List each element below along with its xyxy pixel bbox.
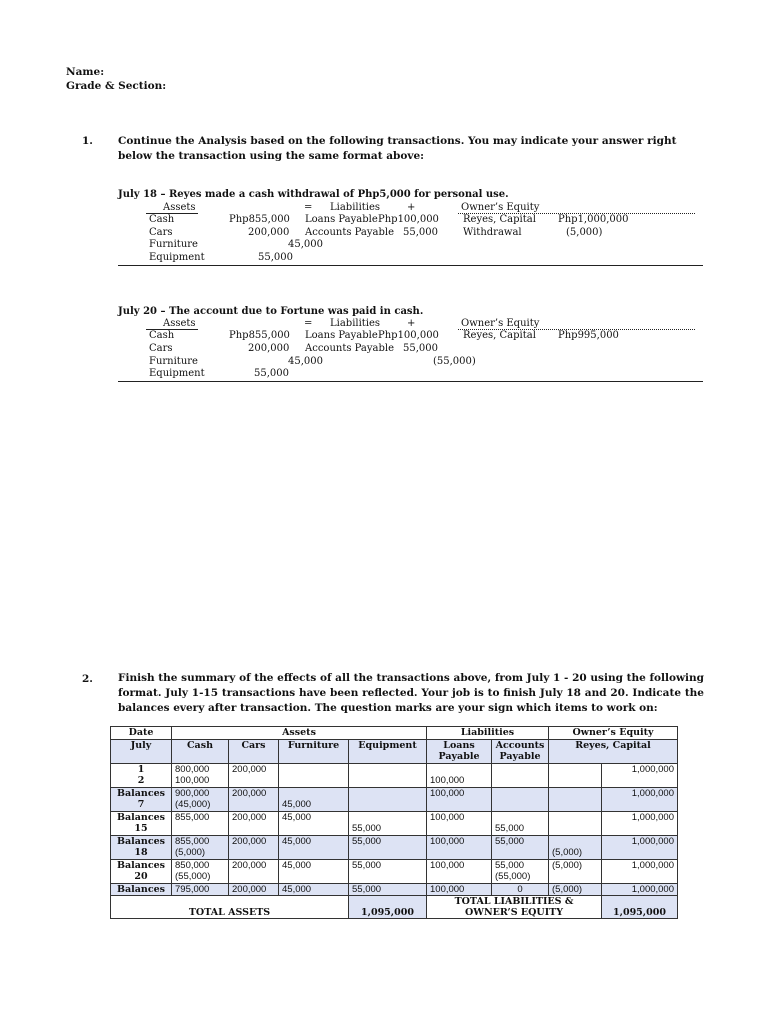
tx20-cars-value: 200,000 [248,343,290,354]
cell-furniture: 45,000 [279,883,349,896]
table-row [111,883,678,896]
tx20-cash-label: Cash [149,330,175,341]
cell-cash: 900,000 (45,000) [172,787,229,811]
tx18-cars-value: 200,000 [248,227,290,238]
th-date: Date [111,727,172,740]
cell-equipment: 55,000 [349,811,427,835]
th-reyes-capital: Reyes, Capital [549,739,678,763]
cell-equipment [349,787,427,811]
cell-equipment: 55,000 [349,859,427,883]
th-cash: Cash [172,739,229,763]
cell-furniture: 45,000 [279,787,349,811]
cell-loans: 100,000 [427,763,492,787]
tx18-withdrawal-value: (5,000) [566,227,603,238]
tx20-furniture-value: 45,000 [288,356,323,367]
cell-withdrawal [549,787,602,811]
tx18-loans-value: Php100,000 [378,214,439,225]
cell-withdrawal [549,763,602,787]
tx18-liabilities-label: Liabilities [330,202,381,213]
table-row [111,763,678,787]
cell-ap: 0 [492,883,549,896]
cell-capital: 1,000,000 [602,811,678,835]
cell-capital: 1,000,000 [602,787,678,811]
table-row [111,859,678,883]
table-row [111,787,678,811]
cell-loans: 100,000 [427,835,492,859]
cell-cash: 855,000 (5,000) [172,835,229,859]
cell-furniture: 45,000 [279,811,349,835]
tx18-assets-label: Assets [163,202,196,213]
tx20-plus: + [407,318,416,329]
tx20-cars-label: Cars [149,343,173,354]
th-owners-equity: Owner’s Equity [549,727,678,740]
cell-date: Balances 7 [111,787,172,811]
tx20-assets-label: Assets [163,318,196,329]
th-cars: Cars [229,739,279,763]
cell-furniture: 45,000 [279,859,349,883]
cell-capital: 1,000,000 [602,883,678,896]
tx18-equipment-value: 55,000 [258,252,293,263]
cell-furniture: 45,000 [279,835,349,859]
cell-furniture [279,763,349,787]
cell-ap: 55,000 [492,811,549,835]
th-furniture: Furniture [279,739,349,763]
tx18-withdrawal-label: Withdrawal [463,227,522,238]
tx20-equipment-label: Equipment [149,368,205,379]
tx18-cash-value: Php855,000 [229,214,290,225]
totals-row [111,896,678,919]
tx18-ap-label: Accounts Payable [305,227,395,238]
th-july: July [111,739,172,763]
tx20-liabilities-label: Liabilities [330,318,381,329]
tx20-furniture-label: Furniture [149,356,198,367]
cell-ap [492,763,549,787]
th-accounts-payable: Accounts Payable [492,739,549,763]
tx20-cash-value: Php855,000 [229,330,290,341]
tx18-equals: = [304,202,313,213]
tx18-title: July 18 – Reyes made a cash withdrawal of Php5,000 for personal use. [118,189,509,200]
cell-withdrawal: (5,000) [549,835,602,859]
total-assets-value: 1,095,000 [349,896,427,919]
tx18-equipment-label: Equipment [149,252,205,263]
cell-date: 1 2 [111,763,172,787]
tx20-ap-change: (55,000) [433,356,476,367]
tx18-ap-value: 55,000 [403,227,438,238]
total-le-value: 1,095,000 [602,896,678,919]
cell-cash: 855,000 [172,811,229,835]
table-row [111,835,678,859]
tx20-equipment-value: 55,000 [254,368,289,379]
table-row [111,811,678,835]
tx20-ap-label: Accounts Payable [305,343,395,354]
cell-date: Balances 15 [111,811,172,835]
grade-section-label: Grade & Section: [66,80,167,92]
cell-withdrawal: (5,000) [549,883,602,896]
tx20-title: July 20 – The account due to Fortune was paid in cash. [118,306,424,317]
tx18-cash-label: Cash [149,214,175,225]
tx18-loans-label: Loans Payable [305,214,378,225]
cell-ap: 55,000 [492,835,549,859]
tx20-loans-label: Loans Payable [305,330,378,341]
cell-ap: 55,000 (55,000) [492,859,549,883]
tx20-capital-value: Php995,000 [558,330,619,341]
tx18-furniture-label: Furniture [149,239,198,250]
cell-cars: 200,000 [229,883,279,896]
q2-number: 2. [82,673,93,685]
name-label: Name: [66,66,105,78]
tx20-equity-label: Owner’s Equity [461,318,540,329]
cell-equipment [349,763,427,787]
total-assets-label: TOTAL ASSETS [111,896,349,919]
q1-number: 1. [82,135,93,147]
th-assets: Assets [172,727,427,740]
tx18-cars-label: Cars [149,227,173,238]
cell-capital: 1,000,000 [602,835,678,859]
th-liabilities: Liabilities [427,727,549,740]
cell-cars: 200,000 [229,787,279,811]
cell-withdrawal [549,811,602,835]
cell-cash: 800,000 100,000 [172,763,229,787]
cell-cars: 200,000 [229,859,279,883]
q1-instructions: Continue the Analysis based on the following transactions. You may indicate your answer right below the transaction using the same format above: [118,135,677,162]
tx18-plus: + [407,202,416,213]
cell-loans: 100,000 [427,787,492,811]
tx20-capital-label: Reyes, Capital [463,330,536,341]
tx18-capital-label: Reyes, Capital [463,214,536,225]
cell-loans: 100,000 [427,811,492,835]
q2-instructions: Finish the summary of the effects of all the transactions above, from July 1 - 20 using the following format. July 1-15 transactions have been reflected. Your job is to finish July 18 and 20. Indicate the balances every after transaction. The question marks are your sign which items to work on: [118,672,704,714]
tx18-equity-label: Owner’s Equity [461,202,540,213]
cell-equipment: 55,000 [349,883,427,896]
tx18-furniture-value: 45,000 [288,239,323,250]
cell-cars: 200,000 [229,763,279,787]
cell-withdrawal: (5,000) [549,859,602,883]
cell-loans: 100,000 [427,859,492,883]
th-equipment: Equipment [349,739,427,763]
cell-equipment: 55,000 [349,835,427,859]
tx20-ap-value: 55,000 [403,343,438,354]
cell-capital: 1,000,000 [602,859,678,883]
cell-date: Balances [111,883,172,896]
cell-date: Balances 20 [111,859,172,883]
cell-cash: 795,000 [172,883,229,896]
tx20-equals: = [304,318,313,329]
total-le-label: TOTAL LIABILITIES & OWNER’S EQUITY [427,896,602,919]
cell-loans: 100,000 [427,883,492,896]
cell-date: Balances 18 [111,835,172,859]
cell-cash: 850,000 (55,000) [172,859,229,883]
cell-cars: 200,000 [229,835,279,859]
th-loans-payable: Loans Payable [427,739,492,763]
cell-capital: 1,000,000 [602,763,678,787]
tx18-capital-value: Php1,000,000 [558,214,629,225]
summary-table [110,726,678,919]
cell-ap [492,787,549,811]
cell-cars: 200,000 [229,811,279,835]
tx20-loans-value: Php100,000 [378,330,439,341]
